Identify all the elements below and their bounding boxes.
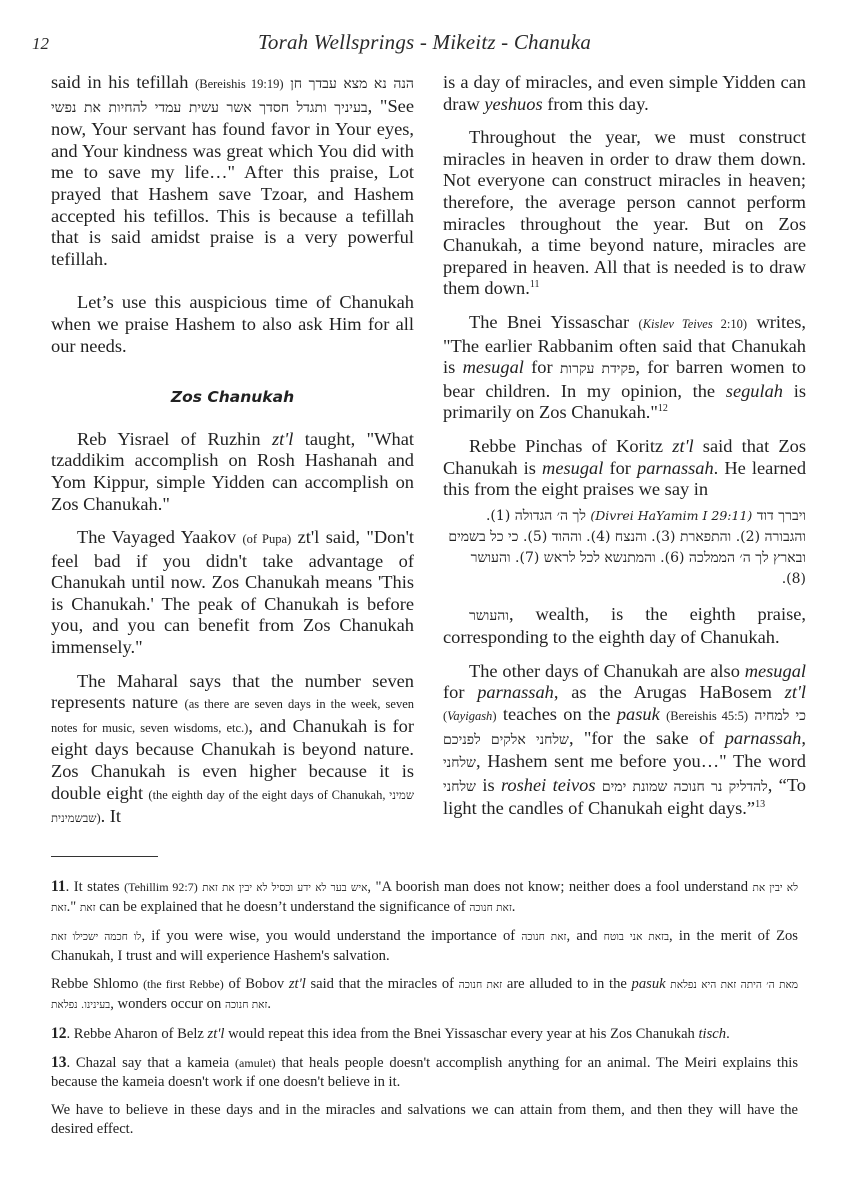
footnote-ref[interactable]: 12 xyxy=(657,403,668,415)
text: . xyxy=(267,996,272,1012)
footnote-number: 11 xyxy=(51,878,66,895)
text: , Hashem sent me before you…" The word xyxy=(475,751,806,772)
italic-term: mesugal xyxy=(542,457,604,478)
paragraph xyxy=(51,527,414,659)
text: The Bnei Yissaschar xyxy=(469,311,639,332)
citation-book: Kislev Teives xyxy=(642,316,713,331)
parenthetical-note: (the eighth day of the eight days of Chanukah, xyxy=(148,787,390,802)
text: said that the miracles of xyxy=(305,976,459,992)
italic-term: yeshuos xyxy=(484,93,543,114)
citation: (Vayigash) xyxy=(443,709,497,724)
text: ." xyxy=(66,899,80,915)
hebrew-phrase: זאת חנוכה xyxy=(224,999,268,1011)
parenthetical-note: (of Pupa) xyxy=(242,532,292,547)
citation: (Tehillim 92:7) xyxy=(124,880,198,894)
footnote-11-continued xyxy=(51,975,798,1015)
text: for xyxy=(523,357,560,378)
italic-term: roshei teivos xyxy=(500,774,596,795)
paragraph xyxy=(443,72,806,115)
citation: (Divrei HaYamim I 29:11) xyxy=(590,507,753,523)
page-number: 12 xyxy=(32,34,49,53)
paragraph xyxy=(51,72,414,270)
text: zt'l said, "Don't feel bad if you didn't take advantage of Chanukah until now. Zos Chanukah means 'This is Chanukah.' The peak of Chanukah is before you, and you can benefit from Zos Chanukah immensely." xyxy=(51,527,414,658)
parenthetical-note: (amulet) xyxy=(235,1056,276,1070)
paragraph xyxy=(443,604,806,649)
text: , xyxy=(801,727,806,748)
citation-verse: 2:10 xyxy=(712,316,743,331)
text: teaches on the xyxy=(496,704,617,725)
paragraph xyxy=(443,436,806,501)
hebrew-phrase: זאת חנוכה xyxy=(458,979,503,991)
hebrew-quote: כי למחיה שלחני אלקים לפניכם xyxy=(443,708,806,748)
text: , as the Arugas HaBosem xyxy=(553,682,785,703)
footnote-12 xyxy=(51,1024,798,1044)
text: . He learned this from the eight praises we say in xyxy=(443,457,807,500)
text: . Chazal say that a kameia xyxy=(66,1055,236,1071)
text: for xyxy=(603,457,637,478)
hebrew-phrase: פקידת עקרות xyxy=(559,361,636,378)
footnote-ref[interactable]: 13 xyxy=(755,799,766,811)
footnote-13 xyxy=(51,1053,798,1092)
text: is primarily on Zos Chanukah." xyxy=(443,380,806,423)
paragraph xyxy=(443,661,806,820)
running-header xyxy=(0,30,849,60)
italic-term: parnassah xyxy=(724,727,802,748)
parenthetical-note: (as there are seven days in the week, seven notes for music, seven wisdoms, etc.) xyxy=(51,697,414,735)
hebrew-phrase: שמיני שבשמינית xyxy=(51,787,414,826)
honorific: zt'l xyxy=(272,428,294,449)
footnote-number: 12 xyxy=(51,1025,67,1042)
text: , and xyxy=(566,928,604,944)
text: from this day. xyxy=(542,93,649,114)
text: Reb Yisrael of Ruzhin xyxy=(77,428,273,449)
hebrew-phrase: לך ה׳ הגדולה (1). והגבורה (2). והתפארת (3). והנצח (4). וההוד (5). כי כל בשמים ובארץ לך ה׳ הממלכה (6). והמתנשא לכל לראש (7). והעושר (8). xyxy=(448,507,806,587)
hebrew-phrase: ויברך דוד xyxy=(756,507,806,524)
text: said in his tefillah xyxy=(51,72,196,92)
parenthetical-note: (the first Rebbe) xyxy=(143,977,224,991)
footnotes xyxy=(51,877,798,1148)
italic-term: parnassah xyxy=(637,457,714,478)
citation: (Bereishis 19:19) xyxy=(195,77,284,91)
italic-term: pasuk xyxy=(631,976,666,992)
text: , “To light the candles of Chanukah eight days.” xyxy=(443,774,806,819)
text: The Vayaged Yaakov xyxy=(77,527,243,548)
footnote-11 xyxy=(51,877,798,918)
hebrew-quote: איש בער לא ידע וכסיל לא יבין את זאת xyxy=(202,882,368,894)
hebrew-quote: הנה נא מצא עבדך חן בעיניך ותגדל חסדך אשר עשית עמדי להחיות את נפשי xyxy=(51,76,414,116)
text: taught, "What tzaddikim accomplish on Rosh Hashanah and Yom Kippur, simple Yidden can accomplish on Zos Chanukah." xyxy=(51,428,414,514)
hebrew-phrase: בזאת אני בוטח xyxy=(603,931,670,943)
footnote-13-continued: We have to believe in these days and in the miracles and salvations we can attain from them, and then they will have the desired effect. xyxy=(51,1102,798,1137)
text: , "for the sake of xyxy=(568,727,725,748)
hebrew-phrase: להדליק נר חנוכה שמונת ימים xyxy=(601,778,768,795)
hebrew-phrase: שלחני xyxy=(443,755,476,772)
text: is a day of miracles, and even simple Yidden can draw xyxy=(443,72,806,114)
honorific: zt'l xyxy=(207,1026,225,1042)
section-heading: Zos Chanukah xyxy=(170,388,295,407)
italic-term: mesugal xyxy=(744,660,806,681)
text: The other days of Chanukah are also xyxy=(469,660,745,681)
text: . Rebbe Aharon of Belz xyxy=(66,1026,208,1042)
paragraph xyxy=(51,671,414,830)
text: writes, "The earlier Rabbanim often said that Chanukah is xyxy=(443,311,807,378)
citation-book: Vayigash xyxy=(447,709,493,724)
text: said that Zos Chanukah is xyxy=(443,435,806,478)
left-column xyxy=(51,72,414,842)
text: Rebbe Shlomo xyxy=(51,976,144,992)
text: The Maharal says that the number seven represents nature xyxy=(51,670,414,713)
text: , "See now, Your servant has found favor in Your eyes, and Your kindness was great which You did with me to save my life…" After this praise, Lot prayed that Hashem save Tzoar, and Hashem accepted his tefillos. This is because a tefillah that is said amidst praise is a very powerful tefillah. xyxy=(51,95,414,269)
text: . It states xyxy=(65,879,125,895)
paragraph: Let’s use this auspicious time of Chanukah when we praise Hashem to also ask Him for all our needs. xyxy=(51,292,414,356)
text: , wonders occur on xyxy=(110,996,225,1012)
footnote-ref[interactable]: 11 xyxy=(529,279,540,291)
honorific: zt'l xyxy=(672,435,694,456)
text: . It xyxy=(100,806,122,827)
text: is xyxy=(475,774,501,795)
text: Throughout the year, we must construct miracles in heaven in order to draw them down. Not everyone can construct miracles in heaven; therefore, the average person cannot perform miracles throughout the year. But on Zos Chanukah, a time beyond nature, miracles are prepared in heaven. All that is needed is to draw them down. xyxy=(443,127,806,299)
citation: (Kislev Teives 2:10) xyxy=(638,316,748,331)
paragraph xyxy=(443,312,806,424)
text: ) xyxy=(96,811,101,826)
paragraph xyxy=(443,127,806,300)
hebrew-phrase: לא יבין את זאת xyxy=(51,882,799,914)
italic-term: parnassah xyxy=(477,682,554,703)
hebrew-phrase: לו חכמה ישכילו זאת xyxy=(51,931,142,943)
honorific: zt'l xyxy=(784,682,806,703)
hebrew-phrase: שלחני xyxy=(443,778,476,795)
text: . xyxy=(726,1026,730,1042)
italic-term: segulah xyxy=(725,380,784,401)
text: , for barren women to bear children. In my opinion, the xyxy=(443,357,807,401)
footnote-11-continued xyxy=(51,927,798,966)
text: , wealth, is the eighth praise, corresponding to the eighth day of Chanukah. xyxy=(443,603,806,648)
citation: (Bereishis 45:5) xyxy=(666,709,749,724)
hebrew-phrase: זאת חנוכה xyxy=(521,931,567,943)
italic-term: mesugal xyxy=(462,357,524,378)
text: , and Chanukah is for eight days because Chanukah is beyond nature. Zos Chanukah is even higher because it is double eight xyxy=(51,715,415,803)
text: of Bobov xyxy=(223,976,289,992)
text: , in the merit of Zos Chanukah, I trust and will experience Hashem's salvation. xyxy=(51,928,798,964)
hebrew-phrase: והעושר xyxy=(469,607,509,624)
footnote-separator xyxy=(51,856,158,857)
text: are alluded to in the xyxy=(502,976,632,992)
honorific: zt'l xyxy=(288,976,306,992)
right-column xyxy=(443,72,806,832)
running-title: Torah Wellsprings - Mikeitz - Chanuka xyxy=(257,30,592,54)
hebrew-verse-block xyxy=(443,505,806,590)
text: for xyxy=(443,682,478,703)
text: can be explained that he doesn’t understand the significance of xyxy=(95,899,470,915)
italic-term: pasuk xyxy=(616,704,660,725)
hebrew-quote: מאת ה׳ היתה זאת היא נפלאת בעינינו. נפלאת xyxy=(51,979,799,1011)
text: Rebbe Pinchas of Koritz xyxy=(469,435,673,456)
text: , "A boorish man does not know; neither does a fool understand xyxy=(367,879,753,895)
paragraph xyxy=(51,429,414,515)
text: that heals people doesn't accomplish anything for an animal. The Meiri explains this because the kameia doesn't work if one doesn't believe in it. xyxy=(51,1055,798,1090)
hebrew-phrase: זאת xyxy=(79,902,96,914)
text: . xyxy=(511,899,516,915)
text: would repeat this idea from the Bnei Yissaschar every year at his Zos Chanukah xyxy=(224,1026,699,1042)
italic-term: tisch xyxy=(698,1026,727,1042)
hebrew-phrase: זאת חנוכה xyxy=(469,902,512,914)
text: , if you were wise, you would understand the importance of xyxy=(141,928,522,944)
footnote-number: 13 xyxy=(51,1054,67,1071)
